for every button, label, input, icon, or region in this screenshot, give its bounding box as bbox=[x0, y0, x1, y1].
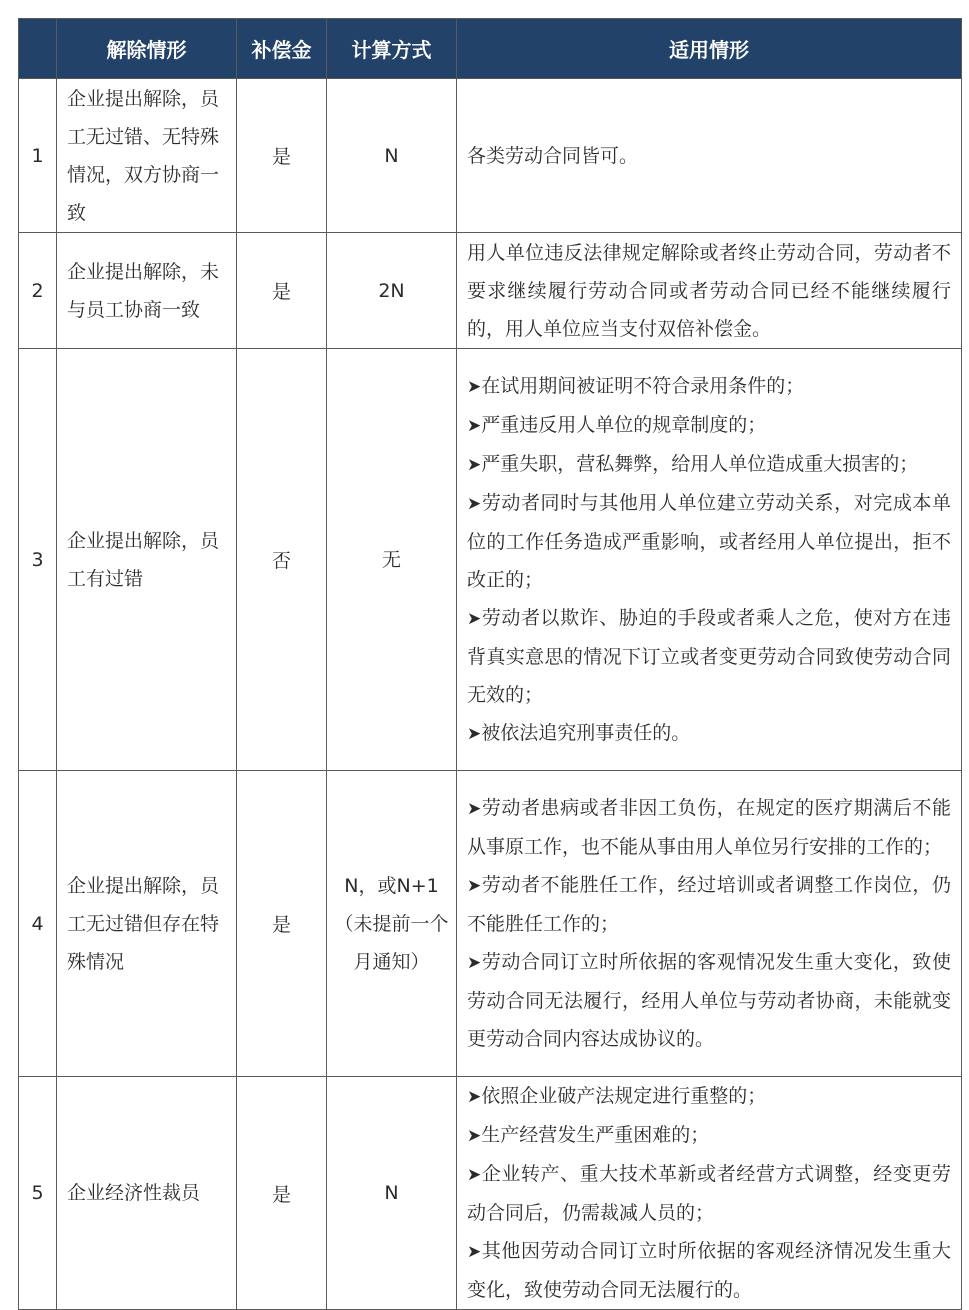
applicable-item bbox=[467, 1232, 951, 1309]
applicable-text: 严重失职，营私舞弊，给用人单位造成重大损害的； bbox=[481, 452, 919, 475]
table-row bbox=[19, 771, 962, 1077]
applicable-item bbox=[467, 1077, 951, 1116]
table-row bbox=[19, 79, 962, 233]
bullet-icon: ➤ bbox=[467, 953, 482, 973]
bullet-icon: ➤ bbox=[467, 1165, 482, 1185]
bullet-icon: ➤ bbox=[467, 376, 482, 397]
row-applicable bbox=[457, 79, 962, 233]
row-situation: 企业提出解除，员工无过错、无特殊情况，双方协商一致 bbox=[57, 79, 237, 233]
row-applicable bbox=[457, 233, 962, 349]
applicable-item bbox=[467, 866, 951, 943]
applicable-text: 劳动者以欺诈、胁迫的手段或者乘人之危，使对方在违背真实意思的情况下订立或者变更劳动合同致使劳动合同无效的； bbox=[467, 606, 951, 706]
applicable-item bbox=[467, 1155, 951, 1232]
applicable-item bbox=[467, 714, 951, 753]
row-index: 1 bbox=[19, 79, 57, 233]
row-calculation: N，或N+1（未提前一个月通知） bbox=[327, 771, 457, 1077]
header-index bbox=[19, 19, 57, 79]
applicable-item bbox=[467, 445, 951, 484]
applicable-text: 企业转产、重大技术革新或者经营方式调整，经变更劳动合同后，仍需裁减人员的； bbox=[467, 1163, 951, 1224]
row-situation: 企业提出解除，员工无过错但存在特殊情况 bbox=[57, 771, 237, 1077]
applicable-item bbox=[467, 367, 951, 406]
row-compensation: 是 bbox=[237, 1077, 327, 1310]
applicable-text: 劳动者不能胜任工作，经过培训或者调整工作岗位，仍不能胜任工作的； bbox=[467, 874, 951, 935]
table-row bbox=[19, 349, 962, 771]
row-calculation: 2N bbox=[327, 233, 457, 349]
applicable-item: 用人单位违反法律规定解除或者终止劳动合同，劳动者不要求继续履行劳动合同或者劳动合同已经不能继续履行的，用人单位应当支付双倍补偿金。 bbox=[467, 241, 951, 340]
row-calculation: N bbox=[327, 79, 457, 233]
bullet-icon: ➤ bbox=[467, 799, 482, 819]
table-row bbox=[19, 1077, 962, 1310]
bullet-icon: ➤ bbox=[467, 415, 482, 436]
bullet-icon: ➤ bbox=[467, 1087, 482, 1107]
applicable-text: 生产经营发生严重困难的； bbox=[481, 1124, 710, 1146]
applicable-text: 严重违反用人单位的规章制度的； bbox=[481, 413, 767, 436]
termination-compensation-table bbox=[18, 18, 962, 1310]
applicable-item bbox=[467, 943, 951, 1058]
applicable-text: 依照企业破产法规定进行重整的； bbox=[481, 1085, 767, 1107]
bullet-icon: ➤ bbox=[467, 723, 482, 744]
row-index: 3 bbox=[19, 349, 57, 771]
row-applicable bbox=[457, 349, 962, 771]
applicable-item bbox=[467, 599, 951, 714]
bullet-icon: ➤ bbox=[467, 493, 482, 514]
applicable-item bbox=[467, 484, 951, 599]
header-compensation: 补偿金 bbox=[237, 19, 327, 79]
applicable-text: 劳动合同订立时所依据的客观情况发生重大变化，致使劳动合同无法履行，经用人单位与劳动者协商，未能就变更劳动合同内容达成协议的。 bbox=[467, 951, 951, 1050]
applicable-text: 被依法追究刑事责任的。 bbox=[481, 721, 691, 744]
applicable-item: 各类劳动合同皆可。 bbox=[467, 144, 639, 167]
row-situation: 企业提出解除，未与员工协商一致 bbox=[57, 233, 237, 349]
row-compensation: 否 bbox=[237, 349, 327, 771]
header-row bbox=[19, 19, 962, 79]
bullet-icon: ➤ bbox=[467, 1126, 482, 1146]
row-index: 5 bbox=[19, 1077, 57, 1310]
table-body bbox=[19, 79, 962, 1310]
bullet-icon: ➤ bbox=[467, 454, 482, 475]
header-calculation: 计算方式 bbox=[327, 19, 457, 79]
row-situation: 企业经济性裁员 bbox=[57, 1077, 237, 1310]
row-situation: 企业提出解除，员工有过错 bbox=[57, 349, 237, 771]
table-row bbox=[19, 233, 962, 349]
row-calculation: N bbox=[327, 1077, 457, 1310]
row-compensation: 是 bbox=[237, 771, 327, 1077]
row-calculation: 无 bbox=[327, 349, 457, 771]
row-compensation: 是 bbox=[237, 79, 327, 233]
applicable-item bbox=[467, 789, 951, 866]
applicable-text: 其他因劳动合同订立时所依据的客观经济情况发生重大变化，致使劳动合同无法履行的。 bbox=[467, 1240, 951, 1301]
bullet-icon: ➤ bbox=[467, 876, 482, 896]
row-applicable bbox=[457, 1077, 962, 1310]
row-index: 2 bbox=[19, 233, 57, 349]
applicable-item bbox=[467, 406, 951, 445]
header-applicable: 适用情形 bbox=[457, 19, 962, 79]
row-index: 4 bbox=[19, 771, 57, 1077]
row-applicable bbox=[457, 771, 962, 1077]
bullet-icon: ➤ bbox=[467, 608, 482, 629]
bullet-icon: ➤ bbox=[467, 1242, 482, 1262]
applicable-item bbox=[467, 1116, 951, 1155]
row-compensation: 是 bbox=[237, 233, 327, 349]
applicable-text: 劳动者同时与其他用人单位建立劳动关系，对完成本单位的工作任务造成严重影响，或者经用人单位提出，拒不改正的； bbox=[467, 491, 951, 591]
applicable-text: 劳动者患病或者非因工负伤，在规定的医疗期满后不能从事原工作，也不能从事由用人单位另行安排的工作的； bbox=[467, 797, 951, 858]
applicable-text: 在试用期间被证明不符合录用条件的； bbox=[481, 374, 805, 397]
header-situation: 解除情形 bbox=[57, 19, 237, 79]
